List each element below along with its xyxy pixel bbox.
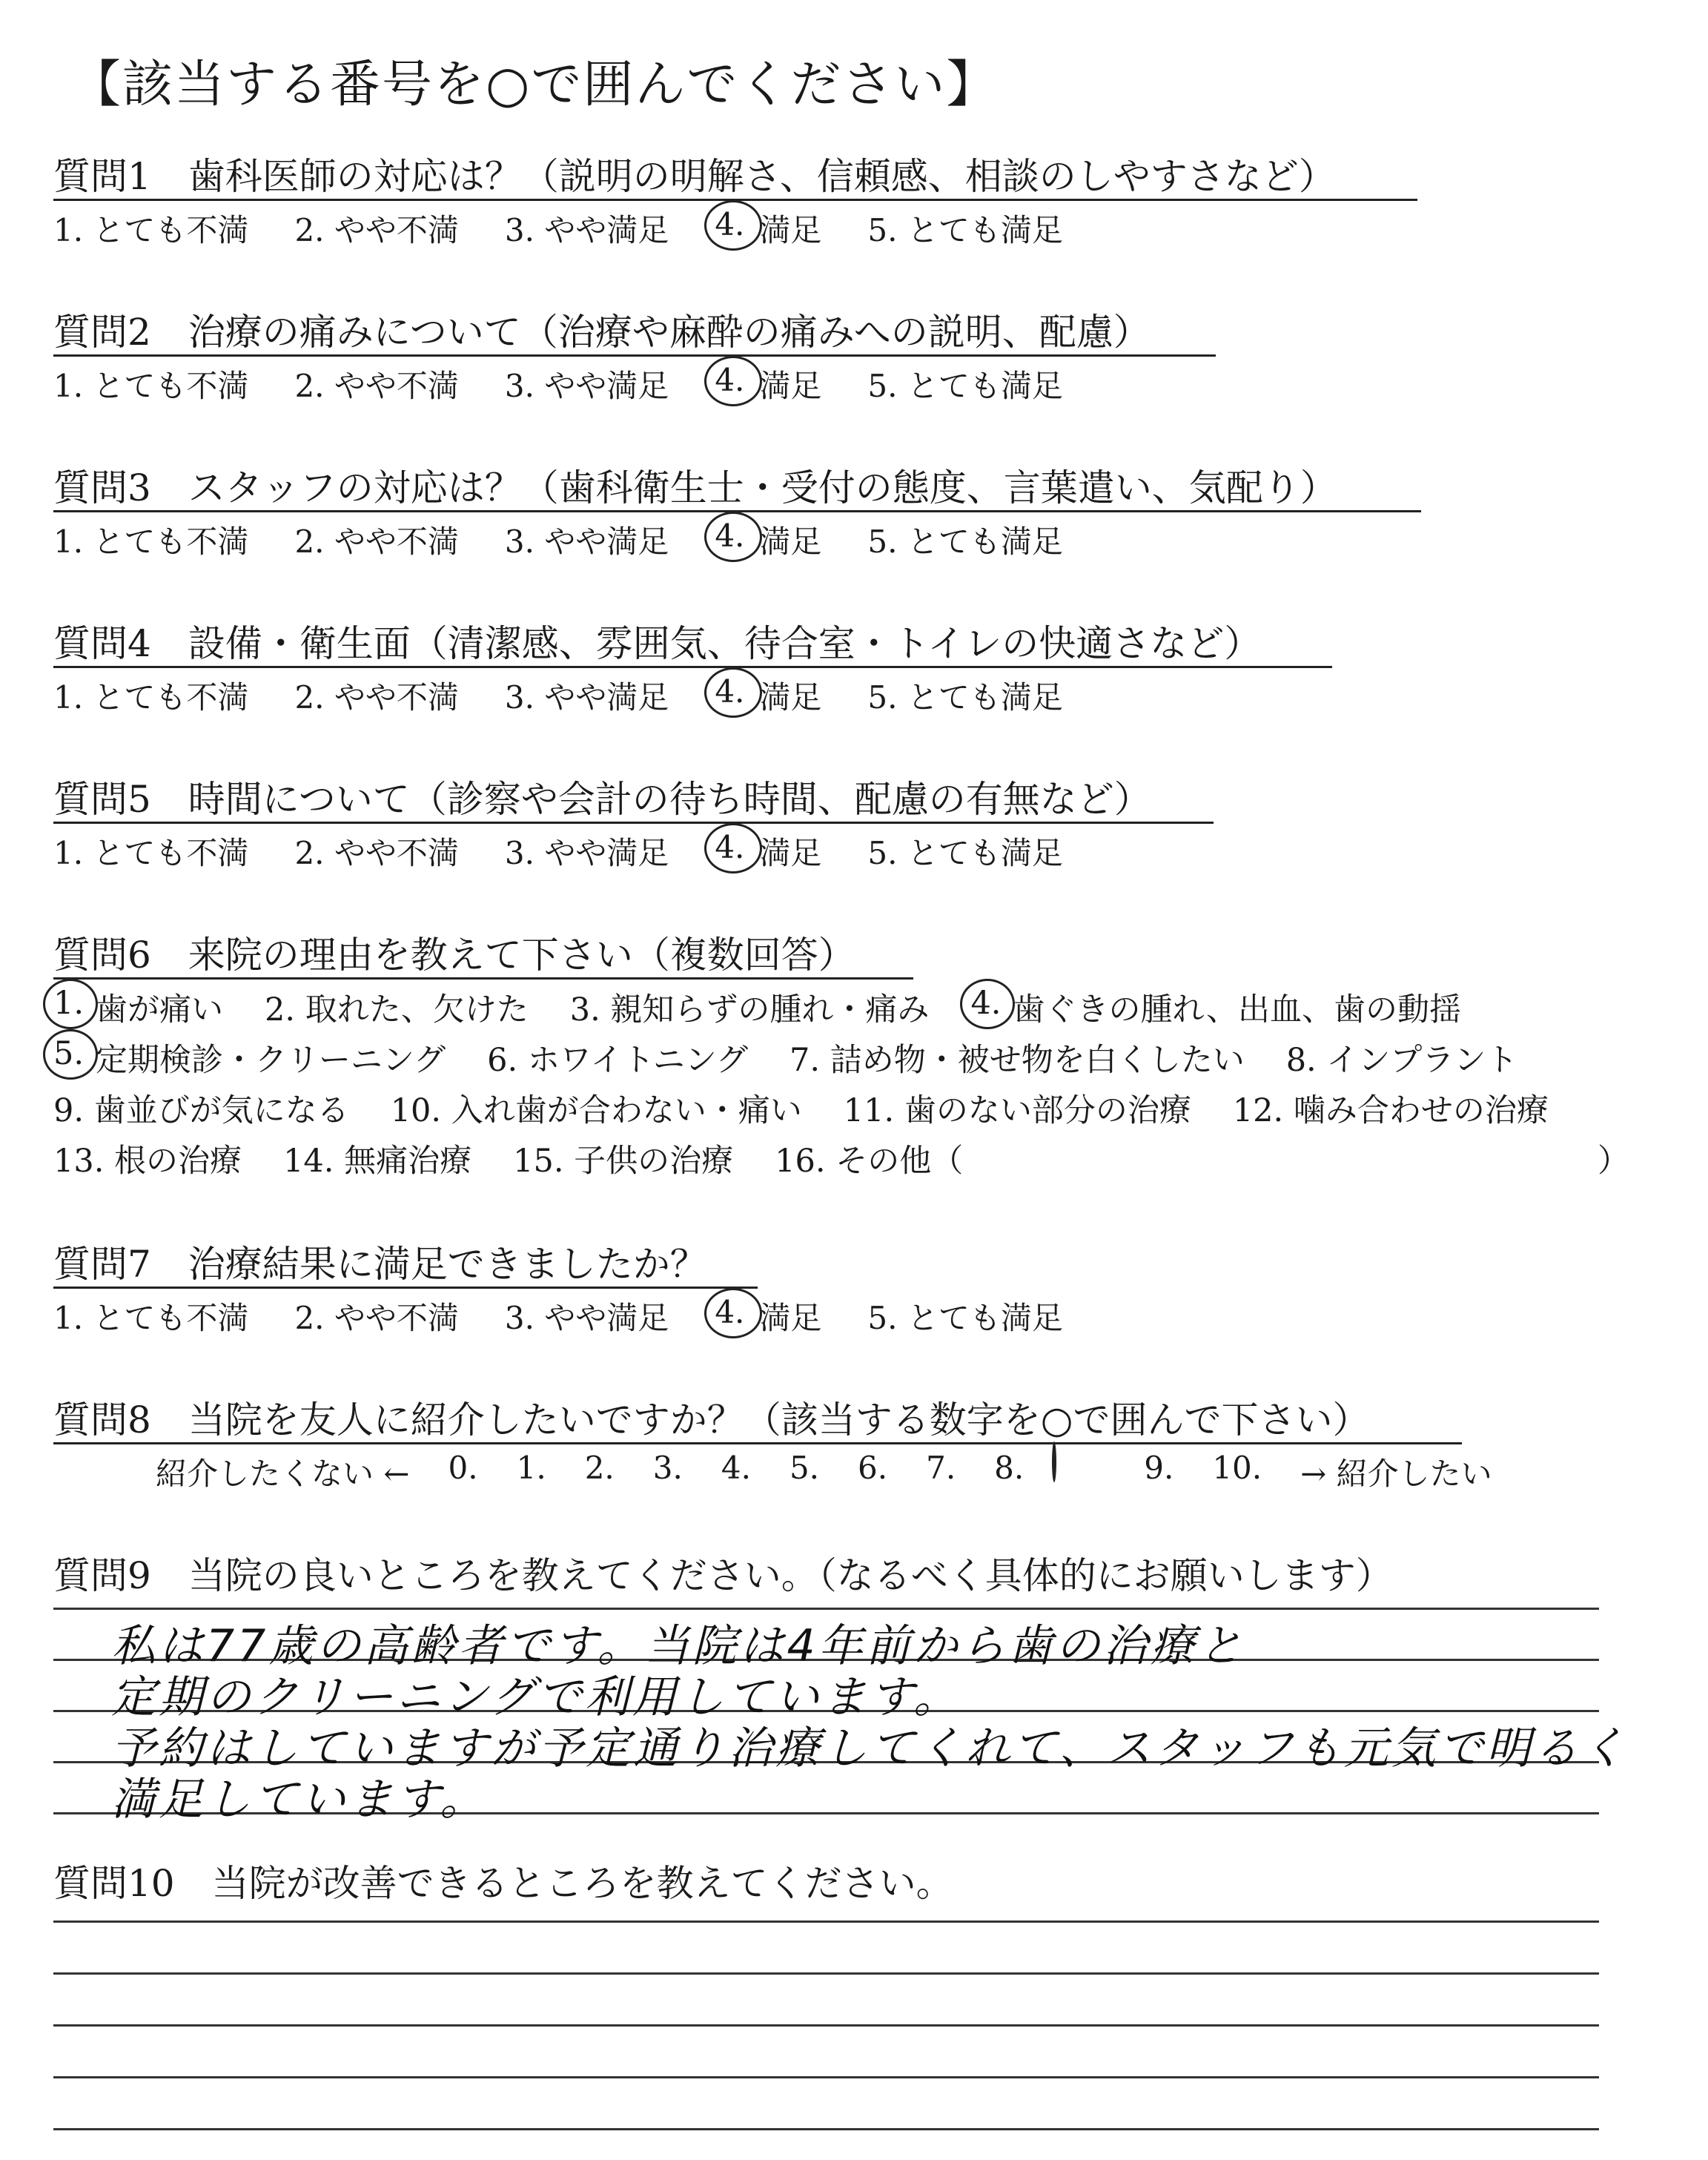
selected-circle xyxy=(704,200,762,251)
scale-right-label: → 紹介したい xyxy=(1300,1456,1492,1492)
option-5[interactable]: 5. とても満足 xyxy=(867,835,1063,871)
reason-10[interactable]: 10. 入れ歯が合わない・痛い xyxy=(390,1092,802,1129)
scale-4[interactable]: 4. xyxy=(721,1450,751,1486)
reason-2[interactable]: 2. 取れた、欠けた xyxy=(265,991,529,1028)
page-title: 【該当する番号を○で囲んでください】 xyxy=(70,56,999,114)
option-3[interactable]: 3. やや満足 xyxy=(504,679,669,716)
option-3[interactable]: 3. やや満足 xyxy=(504,835,669,871)
question-5-underline xyxy=(53,822,1214,824)
scale-6[interactable]: 6. xyxy=(858,1450,888,1486)
question-6-line-4 xyxy=(53,1136,1004,1181)
answer-line[interactable] xyxy=(53,1920,1599,1923)
scale-8[interactable]: 8. xyxy=(994,1450,1105,1494)
selected-circle xyxy=(704,1288,762,1338)
question-6-line-3 xyxy=(53,1086,1590,1131)
option-2[interactable]: 2. やや不満 xyxy=(294,679,459,716)
option-4-label: 満足 xyxy=(759,679,822,716)
option-2[interactable]: 2. やや不満 xyxy=(294,1300,459,1336)
question-8-underline xyxy=(53,1442,1462,1444)
ruled-line xyxy=(53,1608,1599,1610)
option-4[interactable]: 4. xyxy=(715,362,744,406)
reason-14[interactable]: 14. 無痛治療 xyxy=(283,1143,472,1180)
scale-3[interactable]: 3. xyxy=(652,1450,683,1486)
reason-7[interactable]: 7. 詰め物・被せ物を白くしたい xyxy=(790,1042,1245,1079)
question-3-title: 質問3 スタッフの対応は？（歯科衛生士・受付の態度、言葉遣い、気配り） xyxy=(53,466,1337,509)
question-9-title: 質問9 当院の良いところを教えてください。（なるべく具体的にお願いします） xyxy=(53,1554,1393,1597)
other-close-paren: ） xyxy=(1598,1143,1629,1180)
selected-circle xyxy=(1052,1441,1056,1482)
reason-4[interactable]: 4. xyxy=(970,985,1001,1030)
option-4[interactable]: 4. xyxy=(715,829,744,873)
question-5-options xyxy=(53,829,1109,873)
option-3[interactable]: 3. やや満足 xyxy=(504,1300,669,1336)
question-1-options xyxy=(53,206,1109,251)
reason-5-label: 定期検診・クリーニング xyxy=(96,1042,446,1079)
option-2[interactable]: 2. やや不満 xyxy=(294,835,459,871)
option-5[interactable]: 5. とても満足 xyxy=(867,368,1063,404)
option-1[interactable]: 1. とても不満 xyxy=(53,1300,249,1336)
reason-12[interactable]: 12. 噛み合わせの治療 xyxy=(1232,1092,1549,1129)
option-1[interactable]: 1. とても不満 xyxy=(53,368,249,404)
option-3[interactable]: 3. やや満足 xyxy=(504,212,669,248)
question-10-title: 質問10 当院が改善できるところを教えてください。 xyxy=(53,1862,953,1905)
reason-1-label: 歯が痛い xyxy=(96,991,224,1028)
scale-0[interactable]: 0. xyxy=(448,1450,478,1486)
reason-5[interactable]: 5. xyxy=(53,1035,84,1080)
reason-4-label: 歯ぐきの腫れ、出血、歯の動揺 xyxy=(1013,991,1462,1028)
question-8-title: 質問8 当院を友人に紹介したいですか？（該当する数字を○で囲んで下さい） xyxy=(53,1398,1370,1441)
option-5[interactable]: 5. とても満足 xyxy=(867,212,1063,248)
question-6-underline xyxy=(53,977,913,980)
reason-16[interactable]: 16. その他（ xyxy=(775,1143,964,1180)
scale-2[interactable]: 2. xyxy=(584,1450,615,1486)
option-4-label: 満足 xyxy=(759,524,822,560)
option-3[interactable]: 3. やや満足 xyxy=(504,524,669,560)
question-6-line-2 xyxy=(53,1035,1559,1080)
selected-circle xyxy=(43,979,98,1029)
reason-9[interactable]: 9. 歯並びが気になる xyxy=(53,1092,349,1129)
option-4[interactable]: 4. xyxy=(715,1294,744,1338)
question-4-title: 質問4 設備・衛生面（清潔感、雰囲気、待合室・トイレの快適さなど） xyxy=(53,622,1262,665)
scale-9[interactable]: 9. xyxy=(1144,1450,1174,1486)
option-5[interactable]: 5. とても満足 xyxy=(867,1300,1063,1336)
scale-7[interactable]: 7. xyxy=(926,1450,956,1486)
option-4[interactable]: 4. xyxy=(715,206,744,251)
reason-15[interactable]: 15. 子供の治療 xyxy=(513,1143,734,1180)
selected-circle xyxy=(43,1029,98,1080)
option-1[interactable]: 1. とても不満 xyxy=(53,835,249,871)
question-2-underline xyxy=(53,354,1216,357)
question-1-title: 質問1 歯科医師の対応は？（説明の明解さ、信頼感、相談のしやすさなど） xyxy=(53,155,1336,198)
handwritten-answer-line-1: 私は77歳の高齢者です。当院は4年前から歯の治療と xyxy=(111,1620,1245,1672)
selected-circle xyxy=(704,667,762,718)
option-4-label: 満足 xyxy=(759,1300,822,1336)
answer-line[interactable] xyxy=(53,2024,1599,2027)
reason-11[interactable]: 11. 歯のない部分の治療 xyxy=(843,1092,1191,1129)
selected-circle xyxy=(960,979,1015,1029)
question-6-title: 質問6 来院の理由を教えて下さい（複数回答） xyxy=(53,934,855,977)
question-3-options xyxy=(53,518,1109,562)
question-7-title: 質問7 治療結果に満足できましたか？ xyxy=(53,1243,707,1286)
reason-3[interactable]: 3. 親知らずの腫れ・痛み xyxy=(569,991,930,1028)
option-5[interactable]: 5. とても満足 xyxy=(867,524,1063,560)
option-4[interactable]: 4. xyxy=(715,673,744,718)
option-2[interactable]: 2. やや不満 xyxy=(294,368,459,404)
option-2[interactable]: 2. やや不満 xyxy=(294,524,459,560)
question-5-title: 質問5 時間について（診察や会計の待ち時間、配慮の有無など） xyxy=(53,778,1151,821)
question-4-options xyxy=(53,673,1109,718)
question-2-options xyxy=(53,362,1109,406)
scale-1[interactable]: 1. xyxy=(516,1450,546,1486)
answer-line[interactable] xyxy=(53,1972,1599,1975)
scale-5[interactable]: 5. xyxy=(789,1450,820,1486)
option-1[interactable]: 1. とても不満 xyxy=(53,679,249,716)
handwritten-answer-line-2: 定期のクリーニングで利用しています。 xyxy=(111,1671,961,1723)
question-2-title: 質問2 治療の痛みについて（治療や麻酔の痛みへの説明、配慮） xyxy=(53,311,1151,354)
handwritten-answer-line-3: 予約はしていますが予定通り治療してくれて、スタッフも元気で明るく xyxy=(111,1723,1629,1774)
selected-circle xyxy=(704,823,762,873)
answer-line[interactable] xyxy=(53,2076,1599,2078)
recommend-scale xyxy=(156,1450,1531,1494)
scale-left-label: 紹介したくない ← xyxy=(156,1456,410,1492)
question-7-options xyxy=(53,1294,1109,1338)
reason-13[interactable]: 13. 根の治療 xyxy=(53,1143,242,1180)
handwritten-answer-line-4: 満足しています。 xyxy=(111,1774,488,1826)
option-1[interactable]: 1. とても不満 xyxy=(53,524,249,560)
question-7-underline xyxy=(53,1287,758,1289)
answer-line[interactable] xyxy=(53,2128,1599,2130)
scale-10[interactable]: 10. xyxy=(1212,1450,1262,1486)
question-6-line-1 xyxy=(53,985,1503,1030)
reason-6[interactable]: 6. ホワイトニング xyxy=(487,1042,748,1079)
option-5[interactable]: 5. とても満足 xyxy=(867,679,1063,716)
option-4-label: 満足 xyxy=(759,212,822,248)
option-2[interactable]: 2. やや不満 xyxy=(294,212,459,248)
option-3[interactable]: 3. やや満足 xyxy=(504,368,669,404)
question-4-underline xyxy=(53,666,1332,668)
reason-8[interactable]: 8. インプラント xyxy=(1285,1042,1518,1079)
option-4-label: 満足 xyxy=(759,835,822,871)
option-4-label: 満足 xyxy=(759,368,822,404)
option-4[interactable]: 4. xyxy=(715,518,744,562)
selected-circle xyxy=(704,356,762,406)
reason-1[interactable]: 1. xyxy=(53,985,84,1030)
selected-circle xyxy=(704,512,762,562)
option-1[interactable]: 1. とても不満 xyxy=(53,212,249,248)
